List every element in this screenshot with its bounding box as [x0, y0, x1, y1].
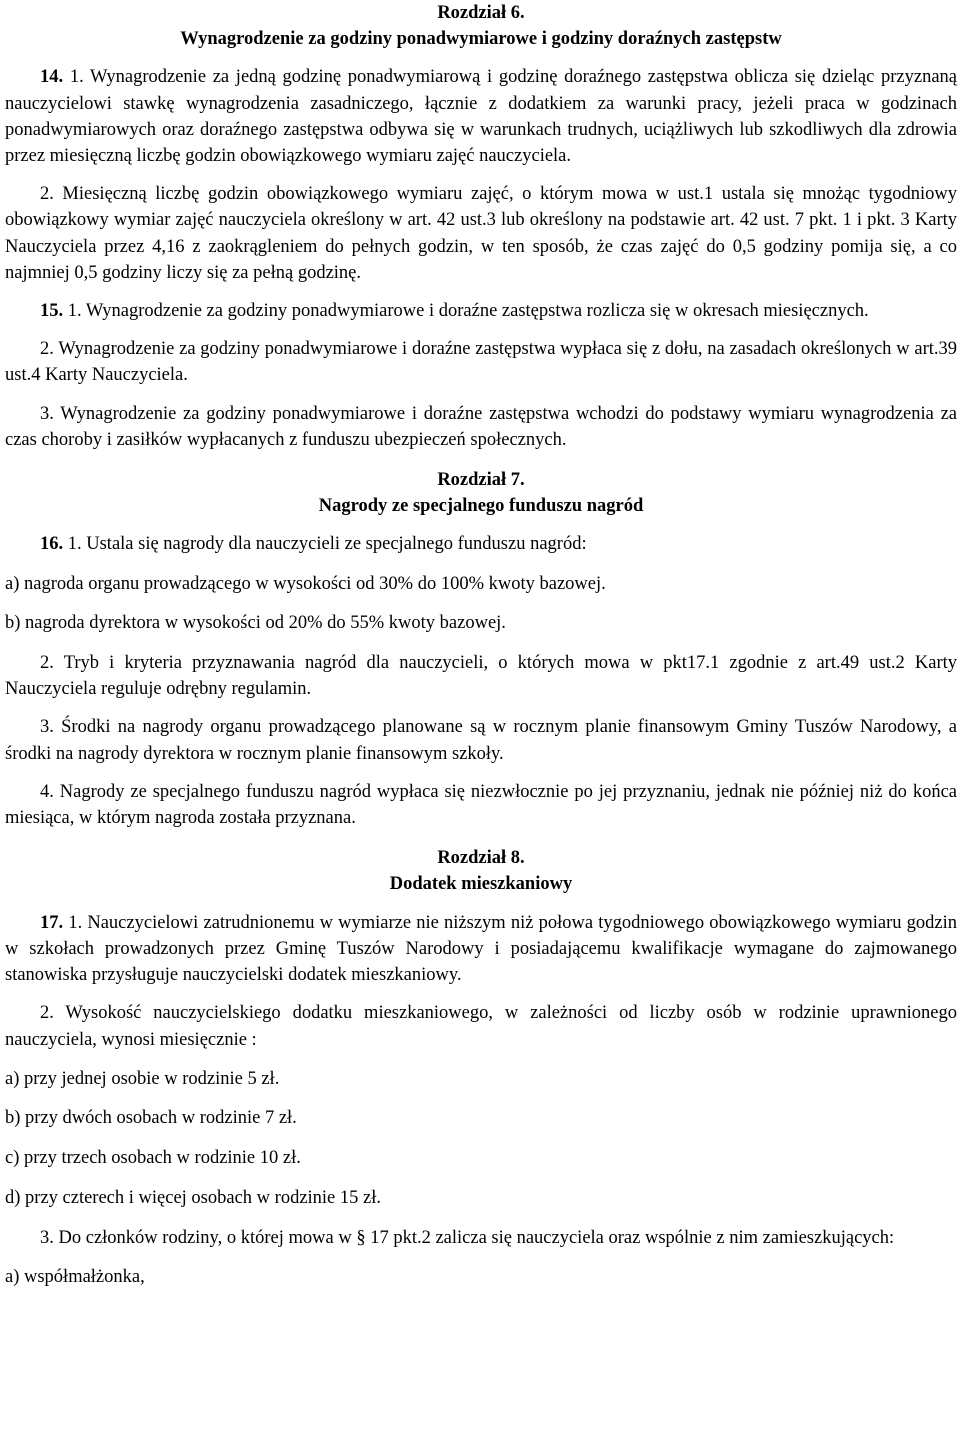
- section-16-item-b: b) nagroda dyrektora w wysokości od 20% do 55% kwoty bazowej.: [5, 613, 506, 634]
- section-15-number: 15.: [40, 301, 64, 322]
- section-15-text-1: 1. Wynagrodzenie za godziny ponadwymiarowe i doraźne zastępstwa rozlicza się w okresach miesięcznych.: [67, 301, 869, 322]
- section-16-paragraph-1: [5, 531, 957, 557]
- section-15-paragraph-1: [5, 298, 957, 324]
- section-17-item-3a: a) współmałżonka,: [5, 1266, 145, 1287]
- section-17-paragraph-1: [5, 910, 957, 989]
- chapter-6-title: Wynagrodzenie za godziny ponadwymiarowe i godziny doraźnych zastępstw: [180, 29, 782, 50]
- section-17-item-d: d) przy czterech i więcej osobach w rodzinie 15 zł.: [5, 1187, 381, 1208]
- section-17-item-a: a) przy jednej osobie w rodzinie 5 zł.: [5, 1068, 280, 1089]
- section-15-paragraph-2: 2. Wynagrodzenie za godziny ponadwymiarowe i doraźne zastępstwa wypłaca się z dołu, na zasadach określonych w art.39 ust.4 Karty Nauczyciela.: [5, 339, 957, 386]
- section-15-paragraph-3: 3. Wynagrodzenie za godziny ponadwymiarowe i doraźne zastępstwa wchodzi do podstawy wymiaru wynagrodzenia za czas choroby i zasiłków wypłacanych z funduszu ubezpieczeń społecznych.: [5, 403, 957, 450]
- chapter-7-title: Nagrody ze specjalnego funduszu nagród: [318, 496, 644, 517]
- chapter-8-title: Dodatek mieszkaniowy: [389, 874, 573, 895]
- chapter-8-number: Rozdział 8.: [437, 848, 525, 869]
- section-17-text-1: 1. Nauczycielowi zatrudnionemu w wymiarze nie niższym niż połowa tygodniowego obowiązkowego wymiaru godzin w szkołach prowadzonych przez Gminę Tuszów Narodowy i posiadającemu kwalifikacje wymagane do zajmowanego stanowiska przysługuje nauczycielski dodatek mieszkaniowy.: [5, 912, 958, 986]
- document-page: [5, 0, 957, 1303]
- section-17-paragraph-3: 3. Do członków rodziny, o której mowa w § 17 pkt.2 zalicza się nauczyciela oraz wspólnie z nim zamieszkujących:: [40, 1227, 895, 1248]
- section-14-paragraph-2: 2. Miesięczną liczbę godzin obowiązkowego wymiaru zajęć, o którym mowa w ust.1 ustala się mnożąc tygodniowy obowiązkowy wymiar zajęć nauczyciela określony w art. 42 ust.3 lub określony na podstawie art. 42 ust. 7 pkt. 1 i pkt. 3 Karty Nauczyciela przez 4,16 z zaokrągleniem do pełnych godzin, w ten sposób, że czas zajęć do 0,5 godziny pomija się, a co najmniej 0,5 godziny liczy się za pełną godzinę.: [5, 184, 957, 283]
- section-16-paragraph-4: 4. Nagrody ze specjalnego funduszu nagród wypłaca się niezwłocznie po jej przyznaniu, jednak nie później niż do końca miesiąca, w którym nagroda została przyznana.: [5, 781, 957, 829]
- section-17-number: 17.: [40, 912, 64, 933]
- chapter-6-number: Rozdział 6.: [437, 3, 525, 23]
- section-16-paragraph-2: 2. Tryb i kryteria przyznawania nagród dla nauczycieli, o których mowa w pkt17.1 zgodnie z art.49 ust.2 Karty Nauczyciela reguluje odrębny regulamin.: [5, 653, 957, 700]
- chapter-7-number: Rozdział 7.: [437, 470, 525, 491]
- section-17-item-c: c) przy trzech osobach w rodzinie 10 zł.: [5, 1148, 301, 1169]
- section-14-text-1: 1. Wynagrodzenie za jedną godzinę ponadwymiarową i godzinę doraźnego zastępstwa oblicza się dzieląc przyznaną nauczycielowi stawkę wynagrodzenia zasadniczego, łącznie z dodatkiem za warunki pracy, jeżeli praca w godzinach ponadwymiarowych oraz doraźnego zastępstwa odbywa się w warunkach trudnych, uciążliwych lub szkodliwych dla zdrowia przez miesięczną liczbę godzin obowiązkowego wymiaru zajęć nauczyciela.: [5, 67, 957, 167]
- section-16-paragraph-3: 3. Środki na nagrody organu prowadzącego planowane są w rocznym planie finansowym Gminy Tuszów Narodowy, a środki na nagrody dyrektora w rocznym planie finansowym szkoły.: [5, 717, 957, 764]
- section-14-number: 14.: [40, 67, 64, 88]
- section-14-paragraph-1: [5, 64, 957, 169]
- section-16-text-1: 1. Ustala się nagrody dla nauczycieli ze specjalnego funduszu nagród:: [67, 534, 587, 555]
- section-17-paragraph-2: 2. Wysokość nauczycielskiego dodatku mieszkaniowego, w zależności od liczby osób w rodzinie uprawnionego nauczyciela, wynosi miesięcznie :: [5, 1003, 957, 1050]
- section-16-number: 16.: [40, 534, 64, 555]
- section-17-item-b: b) przy dwóch osobach w rodzinie 7 zł.: [5, 1108, 297, 1129]
- section-16-item-a: a) nagroda organu prowadzącego w wysokości od 30% do 100% kwoty bazowej.: [5, 573, 606, 594]
